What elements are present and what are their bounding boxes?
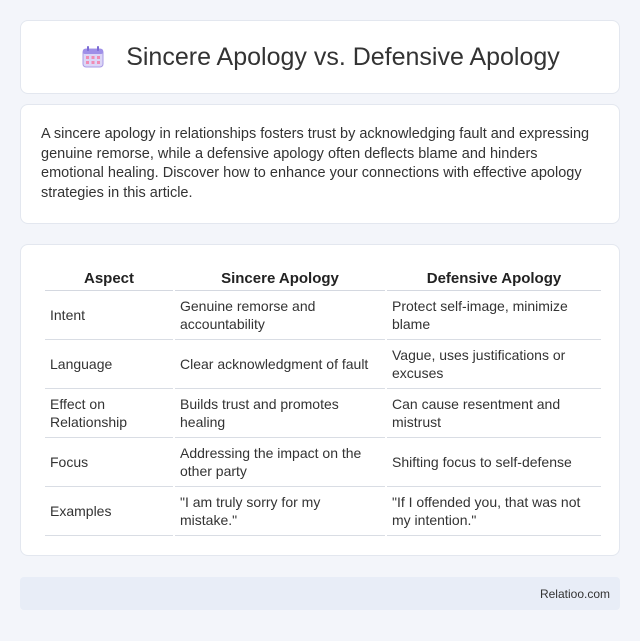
table-header-row xyxy=(45,267,601,291)
intro-card xyxy=(20,104,620,224)
header-defensive-apology: Defensive Apology xyxy=(387,267,601,291)
table-cell: Focus xyxy=(45,438,173,487)
table-cell: Language xyxy=(45,340,173,389)
table-cell: Examples xyxy=(45,487,173,536)
page-title: Sincere Apology vs. Defensive Apology xyxy=(126,42,560,71)
header-sincere-apology: Sincere Apology xyxy=(175,267,385,291)
table-cell: Addressing the impact on the other party xyxy=(175,438,385,487)
table-row xyxy=(45,291,601,340)
table-cell: Builds trust and promotes healing xyxy=(175,389,385,438)
table-cell: Can cause resentment and mistrust xyxy=(387,389,601,438)
title-card xyxy=(20,20,620,94)
intro-text: A sincere apology in relationships fosters trust by acknowledging fault and expressing genuine remorse, while a defensive apology often deflects blame and hinders emotional healing. Discover how to enhance your connections with effective apology strategies in this article. xyxy=(41,126,590,201)
table-row xyxy=(45,389,601,438)
table-cell: "If I offended you, that was not my intention." xyxy=(387,487,601,536)
table-cell: Clear acknowledgment of fault xyxy=(175,340,385,389)
table-row xyxy=(45,438,601,487)
calendar-icon xyxy=(80,44,106,70)
comparison-table-card xyxy=(20,244,620,556)
table-cell: Intent xyxy=(45,291,173,340)
table-cell: Vague, uses justifications or excuses xyxy=(387,340,601,389)
comparison-table xyxy=(43,267,603,536)
header-aspect: Aspect xyxy=(45,267,173,291)
table-row xyxy=(45,487,601,536)
table-cell: Shifting focus to self-defense xyxy=(387,438,601,487)
footer-brand: Relatioo.com xyxy=(539,586,610,601)
footer xyxy=(20,577,620,610)
table-row xyxy=(45,340,601,389)
table-cell: Genuine remorse and accountability xyxy=(175,291,385,340)
table-cell: Effect on Relationship xyxy=(45,389,173,438)
table-cell: Protect self-image, minimize blame xyxy=(387,291,601,340)
table-cell: "I am truly sorry for my mistake." xyxy=(175,487,385,536)
